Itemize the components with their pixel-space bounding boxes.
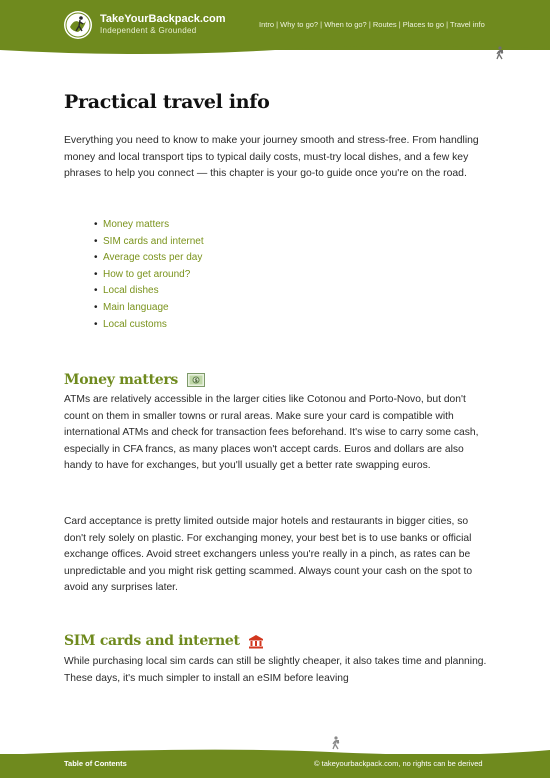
toc-link-sim-cards[interactable]: • SIM cards and internet (103, 234, 204, 251)
nav-separator: | (366, 20, 373, 29)
sim-paragraph-1: While purchasing local sim cards can still be slightly cheaper, it also takes time and planning. These days, it's much simpler to install an eSIM before leaving (64, 656, 487, 684)
section-heading-sim (64, 633, 264, 649)
toc-link-get-around[interactable]: • How to get around? (103, 267, 204, 284)
nav-separator: | (318, 20, 325, 29)
money-paragraph-1: ATMs are relatively accessible in the larger cities like Cotonou and Porto-Novo, but don't count on them in smaller towns or rural areas. Make sure your card is compatible with international ATMs and check for transaction fees beforehand. It's wise to carry some cash, especially in CFA francs, as many places won't accept cards. Euros and dollars are also handy to have for exchanges, but you'll usually get a better rate swapping euros. (64, 394, 479, 472)
section-heading-money (64, 372, 205, 388)
nav-when-to-go[interactable]: When to go? (324, 20, 367, 29)
sim-heading-text: SIM cards and internet (64, 633, 240, 649)
nav-separator: | (396, 20, 403, 29)
copyright-text: © takeyourbackpack.com, no rights can be derived (314, 759, 483, 768)
svg-text:$: $ (194, 378, 198, 384)
hiker-icon (494, 46, 506, 60)
nav-separator: | (274, 20, 281, 29)
brand-tagline: Independent & Grounded (100, 26, 197, 35)
nav-intro[interactable]: Intro (259, 20, 275, 29)
money-heading-text: Money matters (64, 372, 179, 388)
nav-separator: | (444, 20, 451, 29)
header-wave (0, 44, 550, 58)
intro-paragraph: Everything you need to know to make your journey smooth and stress-free. From handling money and local transport tips to typical daily costs, must-try local dishes, and a few key phrases to help you connect — this chapter is your go-to guide once you're on the road. (64, 135, 479, 180)
toc-link-local-dishes[interactable]: • Local dishes (103, 283, 204, 300)
nav-routes[interactable]: Routes (372, 20, 397, 29)
chapter-toc (103, 217, 204, 333)
toc-link-average-costs[interactable]: • Average costs per day (103, 250, 204, 267)
page-title: Practical travel info (64, 91, 270, 113)
bank-icon (248, 634, 264, 649)
nav-travel-info[interactable]: Travel info (450, 20, 485, 29)
money-paragraph-2: Card acceptance is pretty limited outside major hotels and restaurants in bigger cities, so don't rely solely on plastic. For exchanging money, your best bet is to use banks or official exchange offices. Avoid street exchangers unless you're really in a pinch, as rates can be unpredictable and you might risk getting scammed. Always count your cash on the spot to avoid any surprises later. (64, 516, 473, 594)
table-of-contents-link[interactable]: Table of Contents (64, 759, 127, 768)
toc-link-money-matters[interactable]: • Money matters (103, 217, 204, 234)
nav-places-to-go[interactable]: Places to go (402, 20, 445, 29)
nav-why-to-go[interactable]: Why to go? (280, 20, 319, 29)
top-navigation (259, 20, 485, 29)
brand-name[interactable]: TakeYourBackpack.com (100, 13, 226, 25)
banknote-icon (187, 373, 205, 387)
toc-link-local-customs[interactable]: • Local customs (103, 317, 204, 334)
hiker-icon (330, 736, 342, 750)
logo-icon[interactable] (64, 11, 92, 39)
toc-link-main-language[interactable]: • Main language (103, 300, 204, 317)
